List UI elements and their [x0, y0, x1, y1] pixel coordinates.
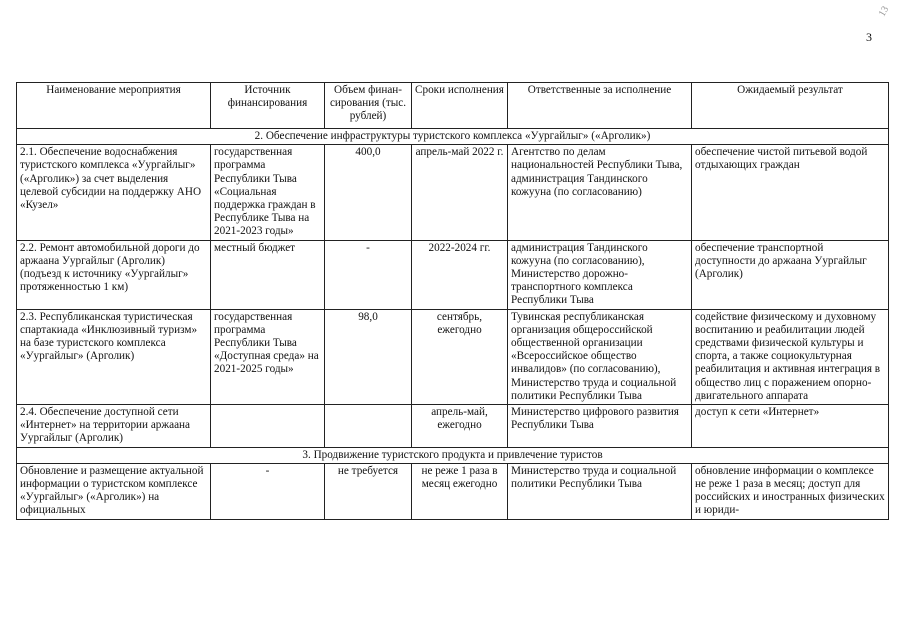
section-row — [17, 447, 889, 463]
responsible: Министерство цифрового развития Республики Тыва — [508, 405, 692, 448]
expected-result: доступ к сети «Интернет» — [692, 405, 889, 448]
funding-amount: - — [325, 240, 412, 309]
deadline: 2022-2024 гг. — [412, 240, 508, 309]
table-row — [17, 309, 889, 404]
responsible: Агентство по делам национальностей Республики Тыва, администрация Тандинского кожууна (по согласованию) — [508, 145, 692, 240]
responsible: Тувинская республиканская организация общероссийской общественной организации «Всероссийское общество инвалидов» (по согласованию), Министерство труда и социальной политики Республики Тыва — [508, 309, 692, 404]
table-row — [17, 240, 889, 309]
responsible: администрация Тандинского кожууна (по согласованию), Министерство дорожно-транспортного комплекса Республики Тыва — [508, 240, 692, 309]
funding-source: местный бюджет — [211, 240, 325, 309]
deadline: не реже 1 раза в месяц ежегодно — [412, 463, 508, 519]
table-row — [17, 463, 889, 519]
funding-source — [211, 405, 325, 448]
table-row — [17, 145, 889, 240]
section-title: 3. Продвижение туристского продукта и привлечение туристов — [17, 447, 889, 463]
funding-amount: не требуется — [325, 463, 412, 519]
deadline: апрель-май 2022 г. — [412, 145, 508, 240]
deadline: апрель-май, ежегодно — [412, 405, 508, 448]
activity-name: 2.1. Обеспечение водоснабжения туристского комплекса «Уургайлыг» («Арголик») за счет выделения целевой субсидии на поддержку АНО «Кузел» — [17, 145, 211, 240]
table-row — [17, 405, 889, 448]
expected-result: обеспечение транспортной доступности до аржаана Уургайлыг (Арголик) — [692, 240, 889, 309]
funding-amount: 400,0 — [325, 145, 412, 240]
action-plan-table — [16, 82, 889, 520]
responsible: Министерство труда и социальной политики Республики Тыва — [508, 463, 692, 519]
page-number: 3 — [866, 30, 872, 44]
header-expected-result: Ожидаемый результат — [692, 83, 889, 129]
header-activity-name: Наименование мероприятия — [17, 83, 211, 129]
activity-name: 2.3. Республиканская туристическая спартакиада «Инклюзивный туризм» на базе туристского комплекса «Уургайлыг» (Арголик) — [17, 309, 211, 404]
section-title: 2. Обеспечение инфраструктуры туристского комплекса «Уургайлыг» («Арголик») — [17, 129, 889, 145]
header-funding-source: Источник финансирования — [211, 83, 325, 129]
funding-source: государственная программа Республики Тыва «Доступная среда» на 2021-2025 годы» — [211, 309, 325, 404]
header-responsible: Ответственные за исполнение — [508, 83, 692, 129]
funding-amount — [325, 405, 412, 448]
deadline: сентябрь, ежегодно — [412, 309, 508, 404]
expected-result: содействие физическому и духовному воспитанию и реабилитации людей средствами физической культуры и спорта, а также социокультурная реабилитация и активная интеграция в общество лиц с поражением опорно-двигательного аппарата — [692, 309, 889, 404]
activity-name: 2.2. Ремонт автомобильной дороги до аржаана Уургайлыг (Арголик) (подъезд к источнику «Уургайлыг» протяженностью 1 км) — [17, 240, 211, 309]
expected-result: обеспечение чистой питьевой водой отдыхающих граждан — [692, 145, 889, 240]
section-row — [17, 129, 889, 145]
funding-source: государственная программа Республики Тыва «Социальная поддержка граждан в Республике Тыва на 2021-2023 годы» — [211, 145, 325, 240]
expected-result: обновление информации о комплексе не реже 1 раза в месяц; доступ для российских и иностранных физических и юриди- — [692, 463, 889, 519]
table-header-row — [17, 83, 889, 129]
corner-handwritten-mark: 13 — [876, 4, 892, 19]
funding-source: - — [211, 463, 325, 519]
funding-amount: 98,0 — [325, 309, 412, 404]
activity-name: Обновление и размещение актуальной информации о туристском комплексе «Уургайлыг» («Арголик») на официальных — [17, 463, 211, 519]
header-funding-amount: Объем финан-сирования (тыс. рублей) — [325, 83, 412, 129]
header-deadline: Сроки исполнения — [412, 83, 508, 129]
activity-name: 2.4. Обеспечение доступной сети «Интернет» на территории аржаана Уургайлыг (Арголик) — [17, 405, 211, 448]
